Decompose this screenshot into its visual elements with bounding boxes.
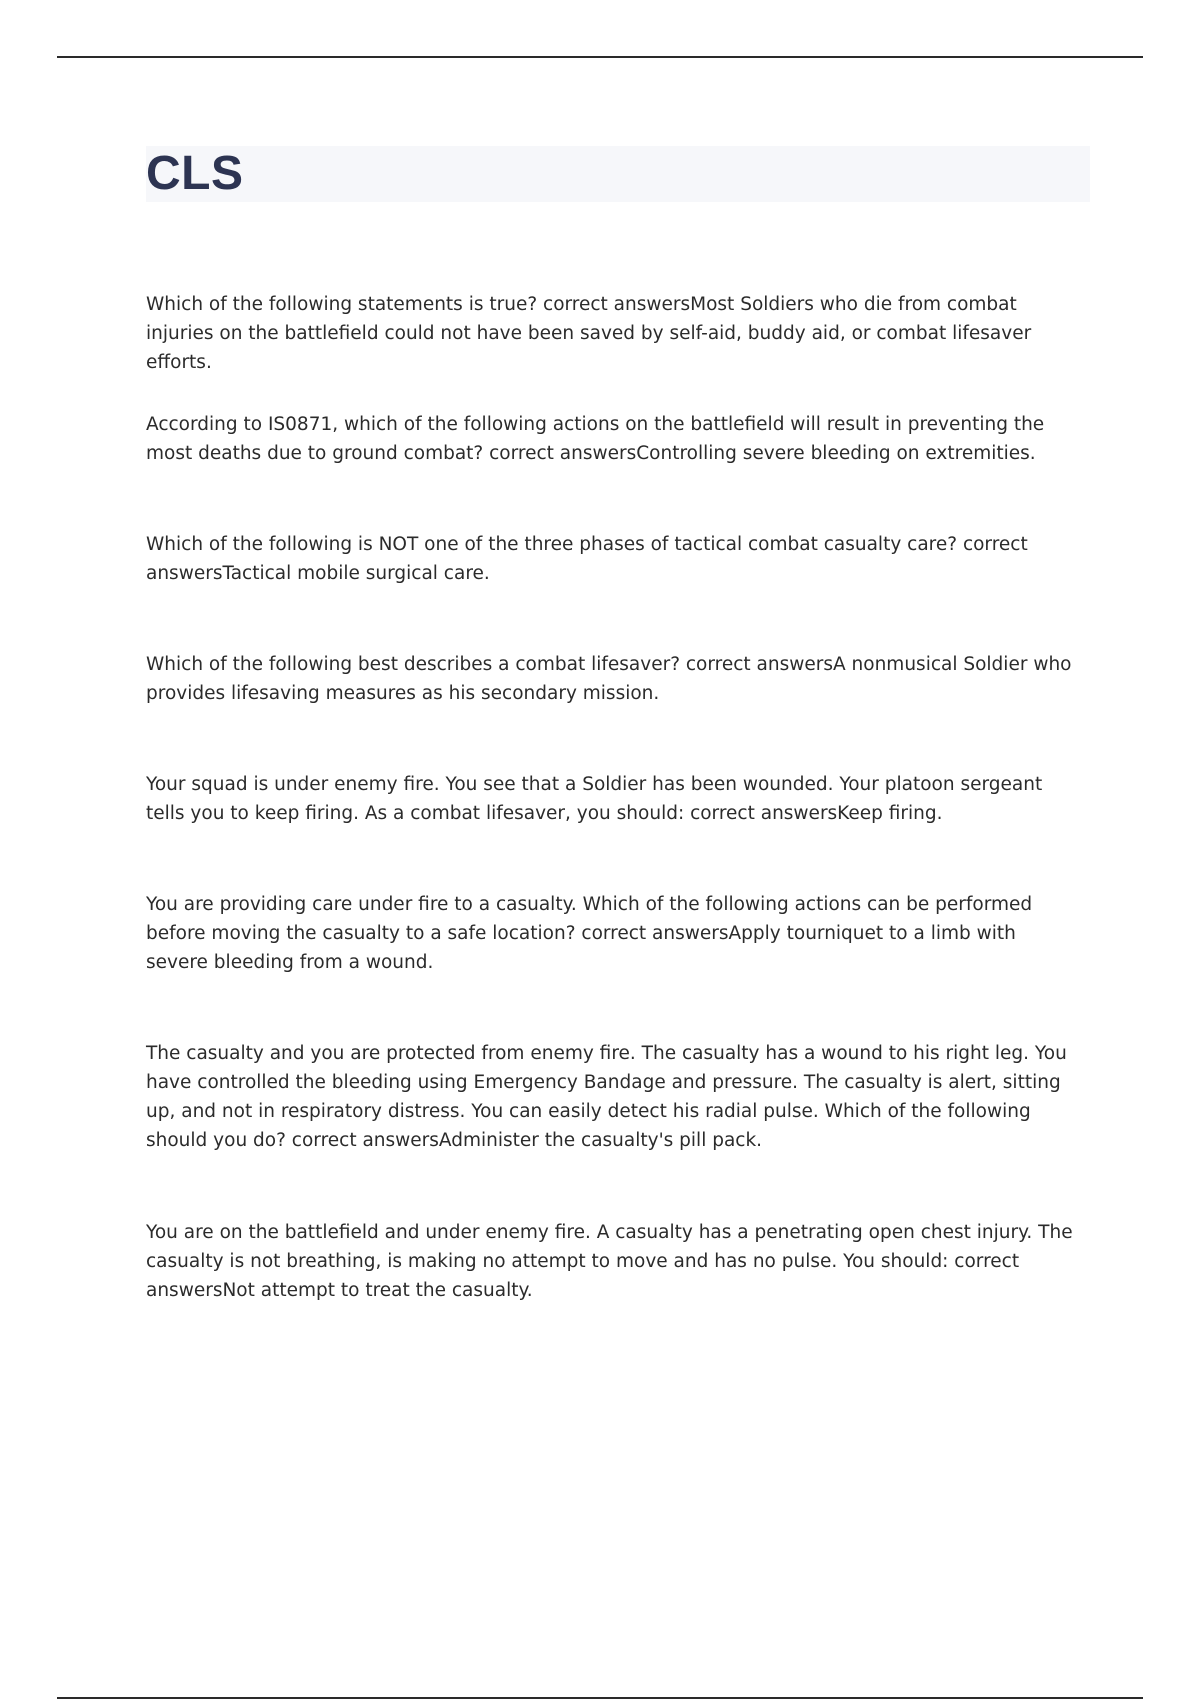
qa-item-2: According to IS0871, which of the following actions on the battlefield will result in preventing the most deaths due to ground combat? correct answersControlling severe bleeding on extremities. bbox=[146, 414, 1045, 464]
qa-item-7: The casualty and you are protected from enemy fire. The casualty has a wound to his right leg. You have controlled the bleeding using Emergency Bandage and pressure. The casualty is alert, sitting up, and not in respiratory distress. You can easily detect his radial pulse. Which of the following should you do? correct answersAdminister the casualty's pill pack. bbox=[146, 1043, 1067, 1151]
qa-item-4: Which of the following best describes a combat lifesaver? correct answersA nonmusical Soldier who provides lifesaving measures as his secondary mission. bbox=[146, 654, 1072, 704]
qa-item-1: Which of the following statements is true? correct answersMost Soldiers who die from combat injuries on the battlefield could not have been saved by self-aid, buddy aid, or combat lifesaver efforts. bbox=[146, 294, 1032, 373]
page-title: CLS bbox=[146, 147, 244, 200]
title-band bbox=[146, 146, 1090, 202]
qa-item-8: You are on the battlefield and under enemy fire. A casualty has a penetrating open chest injury. The casualty is not breathing, is making no attempt to move and has no pulse. You should: correct answersNot attempt to treat the casualty. bbox=[146, 1222, 1073, 1301]
top-rule bbox=[57, 56, 1143, 58]
qa-item-3: Which of the following is NOT one of the three phases of tactical combat casualty care? correct answersTactical mobile surgical care. bbox=[146, 534, 1028, 584]
qa-item-6: You are providing care under fire to a casualty. Which of the following actions can be performed before moving the casualty to a safe location? correct answersApply tourniquet to a limb with severe bleeding from a wound. bbox=[146, 894, 1033, 973]
qa-item-5: Your squad is under enemy fire. You see that a Soldier has been wounded. Your platoon sergeant tells you to keep firing. As a combat lifesaver, you should: correct answersKeep firing. bbox=[146, 774, 1043, 824]
bottom-rule bbox=[57, 1697, 1143, 1699]
